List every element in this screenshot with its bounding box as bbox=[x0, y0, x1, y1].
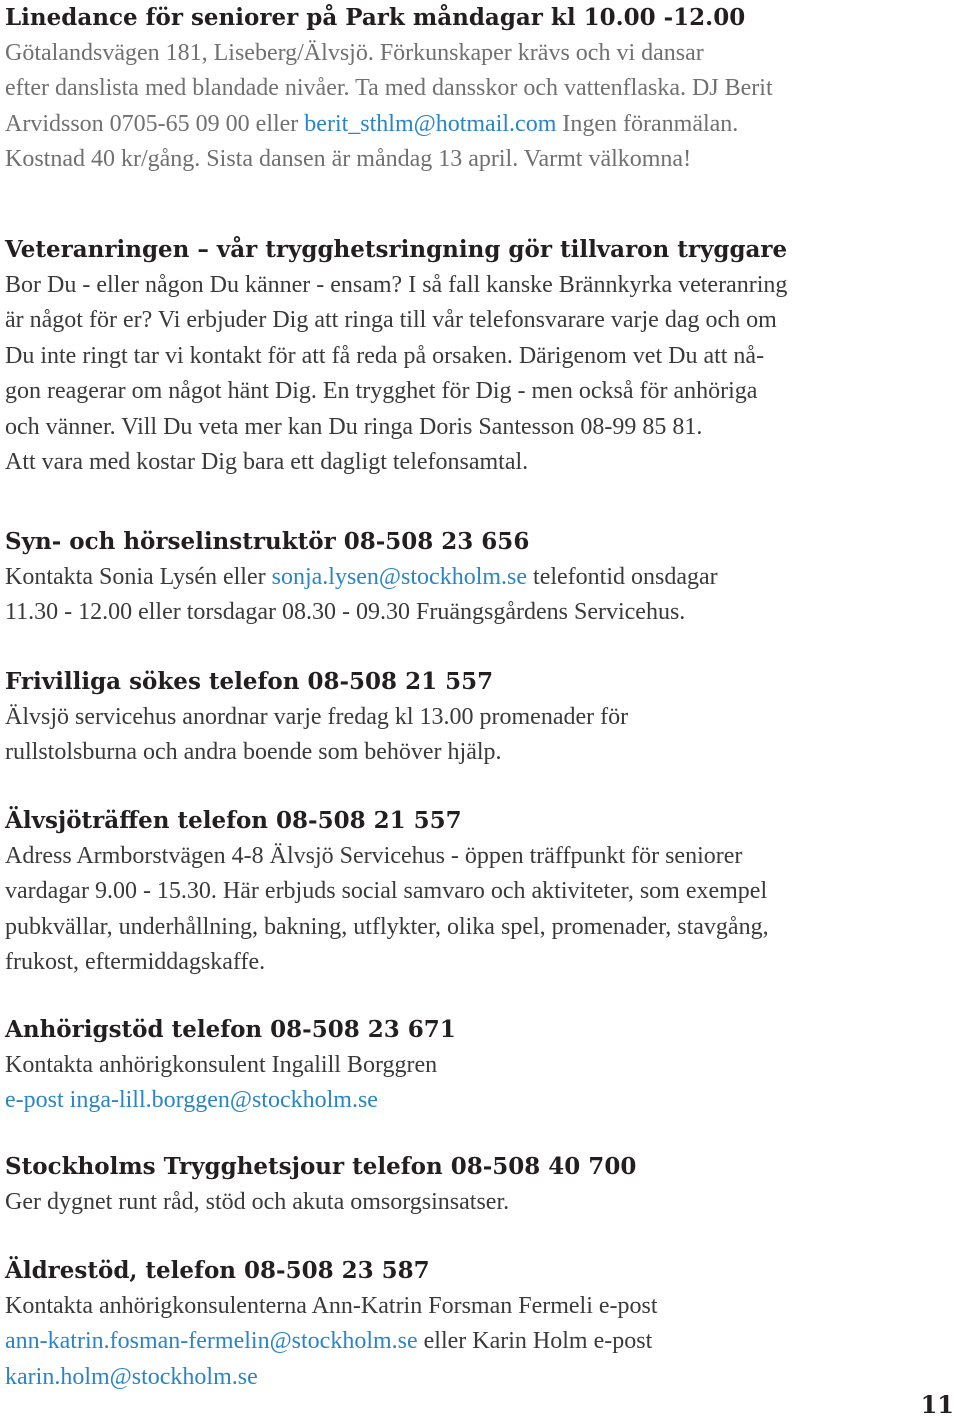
body-line bbox=[5, 945, 955, 980]
body-line bbox=[5, 268, 955, 303]
anhorigstod-section bbox=[5, 1012, 955, 1119]
body-line bbox=[5, 36, 955, 71]
body-text: Kontakta anhörigkonsulent Ingalill Borggren bbox=[5, 1052, 438, 1078]
body-line bbox=[5, 1048, 955, 1083]
syn-horsel-section bbox=[5, 524, 955, 631]
section-heading: Äldrestöd, telefon 08-508 23 587 bbox=[5, 1257, 430, 1284]
body-line bbox=[5, 1360, 955, 1395]
body-text: och vänner. Vill Du veta mer kan Du ringa Doris Santesson 08-99 85 81. bbox=[5, 413, 703, 440]
body-line bbox=[5, 410, 955, 445]
section-heading: Linedance för seniorer på Park måndagar kl 10.00 -12.00 bbox=[5, 4, 746, 31]
body-text: Arvidsson 0705-65 09 00 eller bbox=[5, 110, 305, 137]
body-text: frukost, eftermiddagskaffe. bbox=[5, 949, 266, 976]
body-text: 11.30 - 12.00 eller torsdagar 08.30 - 09.30 Fruängsgårdens Servicehus. bbox=[5, 599, 686, 626]
section-heading: Frivilliga sökes telefon 08-508 21 557 bbox=[5, 668, 494, 695]
body-line bbox=[5, 874, 955, 909]
email-link[interactable]: ann-katrin.fosman-fermelin@stockholm.se bbox=[5, 1328, 418, 1355]
body-text: Du inte ringt tar vi kontakt för att få reda på orsaken. Därigenom vet Du att nå- bbox=[5, 342, 765, 369]
body-text: Att vara med kostar Dig bara ett dagligt telefonsamtal. bbox=[5, 449, 529, 476]
body-text: Ger dygnet runt råd, stöd och akuta omsorgsinsatser. bbox=[5, 1189, 510, 1215]
body-text: Götalandsvägen 181, Liseberg/Älvsjö. Förkunskaper krävs och vi dansar bbox=[5, 40, 704, 66]
body-line bbox=[5, 107, 955, 142]
trygghetsjour-section bbox=[5, 1149, 955, 1220]
body-text: Bor Du - eller någon Du känner - ensam? I så fall kanske Brännkyrka veteranring bbox=[5, 272, 788, 298]
body-text: Kontakta Sonia Lysén eller bbox=[5, 564, 272, 590]
linedance-section bbox=[5, 0, 955, 178]
body-text: pubkvällar, underhållning, bakning, utflykter, olika spel, promenader, stavgång, bbox=[5, 913, 769, 940]
section-heading: Veteranringen – vår trygghetsringning gör tillvaron tryggare bbox=[5, 236, 788, 263]
body-text: Ingen föranmälan. bbox=[556, 110, 739, 137]
alvsjotraffen-section bbox=[5, 803, 955, 981]
body-line bbox=[5, 445, 955, 480]
body-text: Adress Armborstvägen 4-8 Älvsjö Servicehus - öppen träffpunkt för seniorer bbox=[5, 843, 743, 869]
page-number: 11 bbox=[920, 1390, 954, 1419]
section-heading: Syn- och hörselinstruktör 08-508 23 656 bbox=[5, 528, 530, 555]
body-text: Kostnad 40 kr/gång. Sista dansen är måndag 13 april. Varmt välkomna! bbox=[5, 146, 692, 173]
veteranringen-section bbox=[5, 232, 955, 480]
email-link[interactable]: sonja.lysen@stockholm.se bbox=[271, 564, 528, 590]
body-line bbox=[5, 142, 955, 177]
body-text: gon reagerar om något hänt Dig. En trygghet för Dig - men också för anhöriga bbox=[5, 378, 758, 405]
body-line bbox=[5, 339, 955, 374]
body-line bbox=[5, 303, 955, 338]
email-link[interactable]: e-post inga-lill.borggen@stockholm.se bbox=[5, 1087, 378, 1114]
body-text: Kontakta anhörigkonsulenterna Ann-Katrin Forsman Fermeli e-post bbox=[5, 1293, 658, 1319]
body-line bbox=[5, 1185, 955, 1220]
body-line bbox=[5, 700, 955, 735]
body-line bbox=[5, 560, 955, 595]
section-heading: Anhörigstöd telefon 08-508 23 671 bbox=[5, 1016, 456, 1043]
body-text: rullstolsburna och andra boende som behöver hjälp. bbox=[5, 739, 502, 766]
email-link[interactable]: berit_sthlm@hotmail.com bbox=[304, 110, 557, 137]
body-line bbox=[5, 71, 955, 106]
body-line bbox=[5, 735, 955, 770]
body-line bbox=[5, 1083, 955, 1118]
body-line bbox=[5, 374, 955, 409]
body-line bbox=[5, 1289, 955, 1324]
aldrestod-section bbox=[5, 1253, 955, 1395]
body-text: efter danslista med blandade nivåer. Ta med dansskor och vattenflaska. DJ Berit bbox=[5, 75, 773, 102]
body-text: telefontid onsdagar bbox=[527, 564, 718, 590]
body-line bbox=[5, 1324, 955, 1359]
section-heading: Stockholms Trygghetsjour telefon 08-508 40 700 bbox=[5, 1153, 637, 1180]
section-heading: Älvsjöträffen telefon 08-508 21 557 bbox=[5, 807, 462, 834]
body-line bbox=[5, 910, 955, 945]
body-text: Älvsjö servicehus anordnar varje fredag kl 13.00 promenader för bbox=[5, 704, 629, 730]
body-text: är något för er? Vi erbjuder Dig att ringa till vår telefonsvarare varje dag och om bbox=[5, 307, 777, 334]
body-line bbox=[5, 839, 955, 874]
body-text: vardagar 9.00 - 15.30. Här erbjuds social samvaro och aktiviteter, som exempel bbox=[5, 878, 768, 905]
email-link[interactable]: karin.holm@stockholm.se bbox=[5, 1363, 258, 1390]
body-text: eller Karin Holm e-post bbox=[417, 1328, 653, 1355]
body-line bbox=[5, 595, 955, 630]
frivilliga-section bbox=[5, 664, 955, 771]
